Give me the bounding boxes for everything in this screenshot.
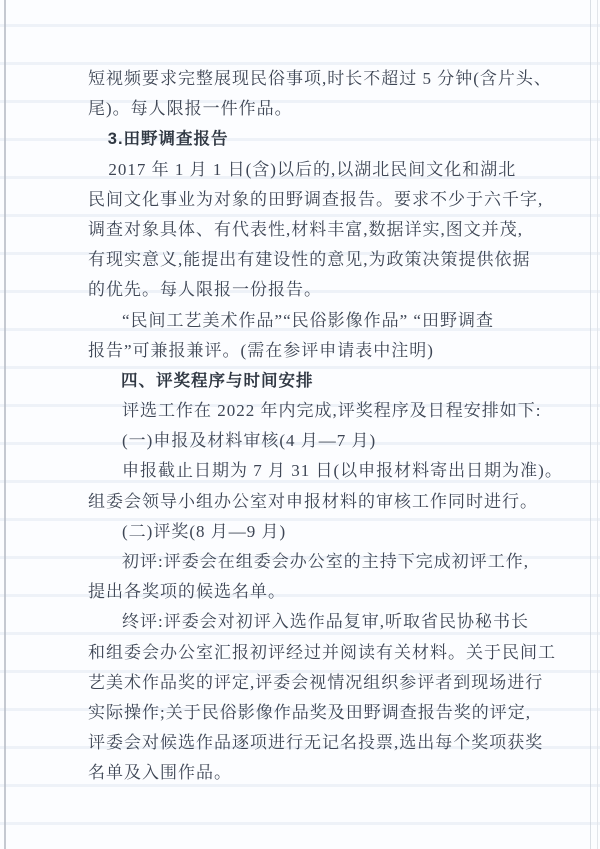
text-line: (二)评奖(8 月—9 月) xyxy=(122,521,287,541)
text-line: 组委会领导小组办公室对申报材料的审核工作同时进行。 xyxy=(88,491,538,511)
text-line: 民间文化事业为对象的田野调查报告。要求不少于六千字, xyxy=(88,189,544,209)
text-line: 尾)。每人限报一件作品。 xyxy=(88,99,293,119)
text-line: 评选工作在 2022 年内完成,评奖程序及日程安排如下: xyxy=(122,401,542,421)
heading-line: 四、评奖程序与时间安排 xyxy=(121,371,314,390)
text-line: 提出各奖项的候选名单。 xyxy=(88,582,286,602)
text-line: 的优先。每人限报一份报告。 xyxy=(88,280,322,300)
text-line: “民间工艺美术作品”“民俗影像作品” “田野调查 xyxy=(122,310,494,330)
text-line: 短视频要求完整展现民俗事项,时长不超过 5 分钟(含片头、 xyxy=(88,69,552,88)
text-line: 和组委会办公室汇报初评经过并阅读有关材料。关于民间工 xyxy=(88,642,556,662)
text-line: 评委会对候选作品逐项进行无记名投票,选出每个奖项获奖 xyxy=(88,733,544,753)
text-line: 报告”可兼报兼评。(需在参评申请表中注明) xyxy=(88,340,434,360)
page-right-border xyxy=(597,0,598,849)
text-line: 调查对象具体、有代表性,材料丰富,数据详实,图文并茂, xyxy=(88,219,523,239)
text-line: 2017 年 1 月 1 日(含)以后的,以湖北民间文化和湖北 xyxy=(108,159,517,179)
scan-edge-right-line xyxy=(590,0,591,849)
text-line: (一)申报及材料审核(4 月—7 月) xyxy=(122,431,377,451)
scan-edge-left-line xyxy=(4,0,6,849)
heading-line: 3.田野调查报告 xyxy=(107,130,229,149)
text-line: 有现实意义,能提出有建设性的意见,为政策决策提供依据 xyxy=(88,250,531,270)
document-text-block xyxy=(88,64,563,789)
text-line: 实际操作;关于民俗影像作品奖及田野调查报告奖的评定, xyxy=(88,702,531,722)
text-line: 艺美术作品奖的评定,评委会视情况组织参评者到现场进行 xyxy=(88,672,544,692)
text-line: 申报截止日期为 7 月 31 日(以申报材料寄出日期为准)。 xyxy=(122,461,563,481)
text-line: 终评:评委会对初评入选作品复审,听取省民协秘书长 xyxy=(122,612,529,632)
text-line: 名单及入围作品。 xyxy=(88,763,232,783)
text-line: 初评:评委会在组委会办公室的主持下完成初评工作, xyxy=(122,552,529,571)
